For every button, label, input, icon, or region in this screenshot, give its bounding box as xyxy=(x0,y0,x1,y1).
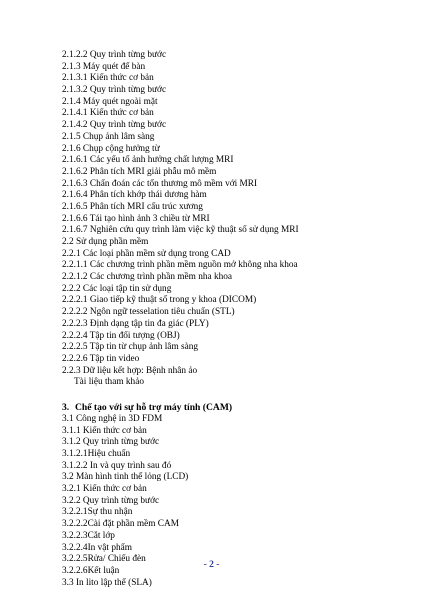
toc-item: 2.1.6.2 Phân tích MRI giải phẫu mô mềm xyxy=(62,166,217,177)
toc-item: 2.2.2.5 Tập tin từ chụp ảnh lâm sàng xyxy=(62,342,199,353)
toc-item: 2.1.5 Chụp ảnh lâm sàng xyxy=(62,131,155,142)
toc-item: 2.1.4.1 Kiến thức cơ bản xyxy=(62,108,154,119)
toc-item: 2.2.1 Các loại phần mềm sử dụng trong CAD xyxy=(62,248,231,259)
toc-item: 3.2.2.6Kết luận xyxy=(62,565,120,576)
toc-item: 3.2.2.1Sự thu nhận xyxy=(62,507,133,518)
toc-item: 3.2.2.5Rửa/ Chiếu đèn xyxy=(62,554,146,565)
toc-item: 2.1.6.3 Chẩn đoán các tổn thương mô mềm với MRI xyxy=(62,178,258,189)
table-of-contents xyxy=(62,50,402,589)
toc-item: 2.1.2.2 Quy trình từng bước xyxy=(62,50,167,60)
toc-item: 2.1.3.1 Kiến thức cơ bản xyxy=(62,73,154,84)
toc-item: 3.1.2.1Hiệu chuẩn xyxy=(62,449,131,459)
toc-item: 2.1.3 Máy quét để bàn xyxy=(62,61,146,72)
page-number: - 2 - xyxy=(203,560,220,570)
toc-item: 2.1.6.4 Phân tích khớp thái dương hàm xyxy=(62,190,207,201)
toc-section-2 xyxy=(62,50,402,377)
toc-item-references: Tài liệu tham khảo xyxy=(74,377,144,388)
toc-item: 3.2.2.4In vật phẩm xyxy=(62,542,132,553)
toc-item: 2.2.1.1 Các chương trình phần mềm nguồn mở không nha khoa xyxy=(62,260,298,271)
toc-item: 2.2.1.2 Các chương trình phần mềm nha khoa xyxy=(62,272,233,283)
toc-item: 2.2.3 Dữ liệu kết hợp: Bệnh nhân ảo xyxy=(62,365,198,376)
toc-item: 2.1.4 Máy quét ngoài mặt xyxy=(62,96,158,107)
toc-item: 2.1.3.2 Quy trình từng bước xyxy=(62,85,167,96)
toc-item: 3.2.2.2Cài đặt phần mềm CAM xyxy=(62,519,179,530)
chapter-3-number: 3. xyxy=(62,401,70,413)
toc-item: 2.2.2.2 Ngôn ngữ tesselation tiêu chuẩn (STL) xyxy=(62,307,235,318)
toc-item: 2.1.6.5 Phân tích MRI cấu trúc xương xyxy=(62,201,203,212)
toc-item: 3.2 Màn hình tinh thể lỏng (LCD) xyxy=(62,472,189,483)
toc-item: 2.1.6.1 Các yếu tố ảnh hưởng chất lượng MRI xyxy=(62,155,234,166)
toc-item: 3.2.1 Kiến thức cơ bản xyxy=(62,484,147,495)
toc-item: 2.2 Sử dụng phần mềm xyxy=(62,237,149,247)
toc-item: 3.1.1 Kiến thức cơ bản xyxy=(62,425,147,436)
toc-item: 3.3 In lito lập thể (SLA) xyxy=(62,577,152,588)
toc-item: 2.2.2.3 Định dạng tập tin đa giác (PLY) xyxy=(62,318,209,329)
toc-item: 3.1.2.2 In và quy trình sau đó xyxy=(62,460,172,471)
toc-item: 3.1.2 Quy trình từng bước xyxy=(62,437,160,448)
toc-item: 3.1 Công nghệ in 3D FDM xyxy=(62,413,163,424)
chapter-3-title: Chế tạo với sự hỗ trợ máy tính (CAM) xyxy=(75,401,233,413)
toc-item: 2.1.6 Chụp cộng hưởng từ xyxy=(62,143,160,154)
toc-item: 3.2.2.3Cắt lớp xyxy=(62,530,115,541)
toc-item: 2.2.2.4 Tập tin đối tượng (OBJ) xyxy=(62,330,180,341)
toc-item: 2.2.2.1 Giao tiếp kỹ thuật số trong y khoa (DICOM) xyxy=(62,295,257,306)
toc-item: 2.1.4.2 Quy trình từng bước xyxy=(62,120,167,131)
toc-item: 2.1.6.6 Tái tạo hình ảnh 3 chiều từ MRI xyxy=(62,213,210,224)
chapter-3-heading xyxy=(62,402,402,414)
toc-item: 3.2.2 Quy trình từng bước xyxy=(62,495,160,506)
toc-item: 2.1.6.7 Nghiên cứu quy trình làm việc kỹ thuật số sử dụng MRI xyxy=(62,225,299,236)
toc-item: 2.2.2 Các loại tập tin sử dụng xyxy=(62,283,172,294)
toc-item: 2.2.2.6 Tập tin video xyxy=(62,353,140,364)
